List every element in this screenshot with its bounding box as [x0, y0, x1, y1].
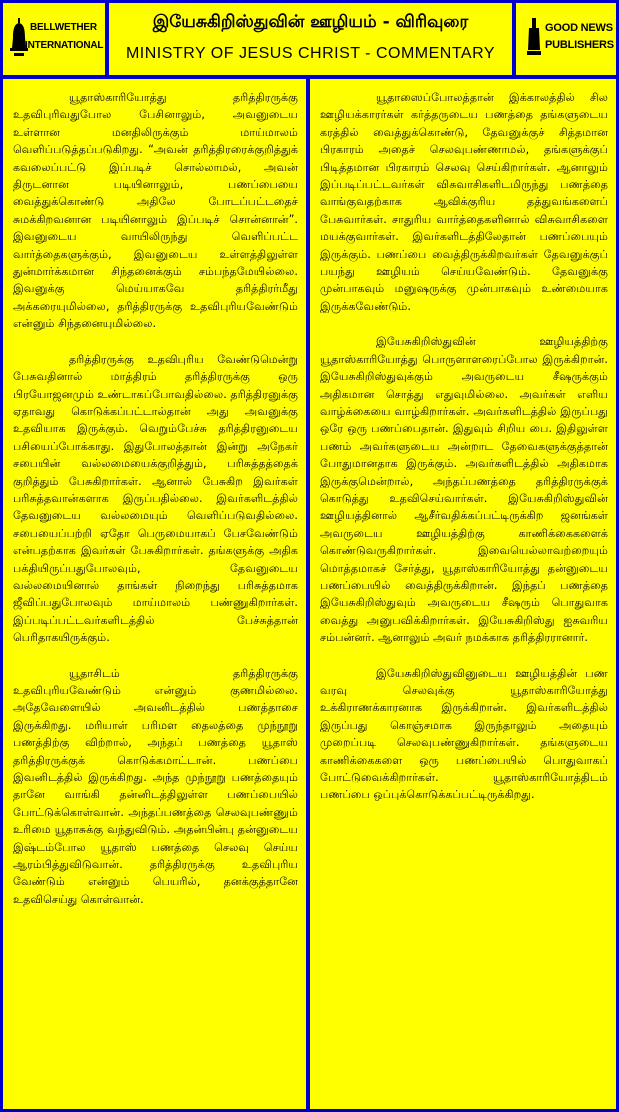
right-paragraph-3: இயேசுகிறிஸ்துவினுடைய ஊழியத்தின் பண வரவு செலவுக்கு யூதாஸ்காரியோத்து உக்கிராணக்காரனாக இருக்கிறான். இவர்களிடத்தில் இருப்பது கொஞ்சமாக இருந்தாலும் அதையும் முறைப்படி செலவுபண்ணுகிறார்கள். தங்களுடைய காணிக்கைகளை ஒரு பணப்பையில் பொதுவாகப் போட்டுவைக்கிறார்கள். யூதாஸ்காரியோத்திடம் பணப்பை ஒப்புக்கொடுக்கப்பட்டிருக்கிறது.: [320, 666, 608, 802]
page-title-tamil: இயேசுகிறிஸ்துவின் ஊழியம் - விரிவுரை: [152, 12, 469, 32]
book-icon: [527, 18, 541, 58]
bellwether-line1: BELLWETHER: [30, 22, 97, 33]
left-paragraph-2: தரித்திரருக்கு உதவிபுரிய வேண்டுமென்று பேசுவதினால் மாத்திரம் தரித்திரருக்கு ஒரு பிரயோஜனமும் உண்டாகப்போவதில்லை. தரித்திரனுக்கு ஏதாவது கொடுக்கப்பட்டால்தான் அது அவனுக்கு உதவியாக இருக்கும். வெறும்பேச்சு தரித்திரனுடைய பசியைப்போக்காது. இதுபோலத்தான் இன்று அநேகர் சபையின் வல்லமையைக்குறித்தும், பரிசுத்தத்தைக் குறித்தும் பேசுகிறார்கள். ஆனால் பேசுகிற இவர்கள் பரிசுத்தவான்களாக இருப்பதில்லை. இவர்களிடத்தில் தேவனுடைய வல்லமையும் வெளிப்படுவதில்லை. சபையைப்பற்றி ஏதோ பெருமையாகப் பேசவேண்டும் என்பதற்காக இவர்கள் பேசுகிறார்கள். தங்களுக்கு அதிக பக்தியிருப்பதுபோலவும், தேவனுடைய வல்லமையினால் தாங்கள் நிறைந்து பரிசுத்தமாக ஜீவிப்பதுபோலவும் மாய்மாலம் பண்ணுகிறார்கள். இப்படிப்பட்டவர்களிடத்தில் பேச்சுத்தான் பெரிதாகயிருக்கும்.: [13, 352, 298, 645]
header: [3, 3, 616, 75]
good-news-line1: GOOD NEWS: [545, 22, 613, 34]
good-news-logo: [516, 3, 616, 75]
content-columns: [3, 79, 616, 1109]
left-paragraph-3: யூதாசிடம் தரித்திரருக்கு உதவிபுரியவேண்டும் என்னும் குணமில்லை. அதேவேளையில் அவனிடத்தில் பணத்தாசை இருக்கிறது. மரியாள் பரிமள தைலத்தை முந்நூறு பணத்திற்கு விற்றால், அந்தப் பணத்தை யூதாஸ் தரித்திரருக்குக் கொடுக்கமாட்டான். பணப்பை இவனிடத்தில் இருக்கிறது. அந்த முந்நூறு பணத்தையும் தானே வாங்கி தன்னிடத்திலுள்ள பணப்பையில் போட்டுக்கொள்வான். அந்தப்பணத்தை செலவுபண்ணும் உரிமை யூதாசுக்கு வந்துவிடும். அதன்பின்பு தன்னுடைய இஷ்டம்போல யூதாஸ் பணத்தை செலவு செய்ய ஆரம்பித்துவிடுவான். தரித்திரருக்கு உதவிபுரிய வேண்டும் என்னும் பெயரில், தனக்குத்தானே உதவிசெய்து கொள்வான்.: [13, 666, 298, 906]
bellwether-logo: [3, 3, 105, 75]
page-title-english: MINISTRY OF JESUS CHRIST - COMMENTARY: [125, 45, 496, 62]
title-box: [109, 3, 512, 75]
left-paragraph-1: யூதாஸ்காரியோத்து தரித்திரருக்கு உதவிபுரிவதுபோல பேசினாலும், அவனுடைய உள்ளான மனதிலிருக்கும் மாய்மாலம் வெளிப்படுத்தப்படுகிறது. “அவன் தரித்திரரைக்குறித்துக் கவலைப்பட்டு இப்படிச் சொல்லாமல், அவன் திருடனான படியினாலும், பணப்பையை வைத்துக்கொண்டு அதிலே போடப்பட்டதைச் சுமக்கிறவனான படியினாலும் இப்படிச் சொன்னான்”. இவனுடைய வாயிலிருந்து வெளிப்பட்ட வார்த்தைகளுக்கும், இவனுடைய உள்ளத்திலுள்ள துன்மார்க்கமான சிந்தனைக்கும் சம்பந்தமேயில்லை. இவனுக்கு மெய்யாகவே தரித்திரர்மீது அக்கரையுமில்லை, தரித்திரருக்கு உதவிபுரியவேண்டும் என்னும் சிந்தனையுமில்லை.: [13, 91, 298, 331]
good-news-line2: PUBLISHERS: [545, 39, 614, 51]
bellwether-line2: INTERNATIONAL: [25, 40, 104, 51]
left-column: [3, 79, 306, 1109]
right-paragraph-1: யூதாஸைப்போலத்தான் இக்காலத்தில் சில ஊழியக்காரர்கள் கர்த்தருடைய பணத்தை தங்களுடைய கரத்தில் வைத்துக்கொண்டு, தேவனுக்குச் சித்தமான பிரகாரம் அதைச் செலவுபண்ணாமல், தங்களுக்குப் பிடித்தமான பிரகாரம் செலவு செய்கிறார்கள். ஆனாலும் இப்படிப்பட்டவர்கள் விசுவாசிகளிடமிருந்து பணத்தை வாங்குவதற்காக ஆவிக்குரிய தத்துவங்களைப் பேசுவார்கள். சாதுரிய வார்த்தைகளினால் விசுவாசிகளை மயக்குவார்கள். இவர்களிடத்திலேதான் பணப்பையும் இருக்கும். பணப்பை வைத்திருக்கிறவர்கள் தேவனுக்குப் பயந்து ஊழியம் செய்யவேண்டும். தேவனுக்கு முன்பாகவும் மனுஷருக்கு முன்பாகவும் உண்மையாக இருக்கவேண்டும்.: [320, 91, 608, 313]
right-column: [310, 79, 616, 1109]
right-paragraph-2: இயேசுகிறிஸ்துவின் ஊழியத்திற்கு யூதாஸ்காரியோத்து பொருளாளரைப்போல இருக்கிறான். இயேசுகிறிஸ்துவுக்கும் அவருடைய சீஷருக்கும் அதிகமான சொத்து எதுவுமில்லை. அவர்கள் எளிய வாழ்க்கையை வாழ்கிறார்கள். அவர்களிடத்தில் இருப்பது ஒரே ஒரு பணப்பைதான். இதுவும் சிறிய பை. இதிலுள்ள பணம் அவர்களுடைய அன்றாட தேவைகளுக்குத்தான் போதுமானதாக இருக்கும். அவர்களிடத்தில் அதிகமாக இருக்குமென்றால், அந்தப்பணத்தை தரித்திரருக்குக் கொடுத்து உதவிசெய்வார்கள். இயேசுகிறிஸ்துவின் ஊழியத்தினால் ஆசீர்வதிக்கப்பட்டிருக்கிற ஜனங்கள் அவருடைய ஊழியத்திற்கு காணிக்கைகளைக் கொண்டுவருகிறார்கள். இவையெல்லாவற்றையும் மொத்தமாகச் சேர்த்து, யூதாஸ்காரியோத்து தன்னுடைய பணப்பையில் வைத்திருக்கிறான். இந்தப் பணத்தை இயேசுகிறிஸ்துவும் அவருடைய சீஷரும் பொதுவாக வைத்து அனுபவிக்கிறார்கள். இயேசுகிறிஸ்து ஐசுவரிய சம்பன்னர். ஆனாலும் அவர் நமக்காக தரித்திரரானார்.: [320, 335, 608, 645]
